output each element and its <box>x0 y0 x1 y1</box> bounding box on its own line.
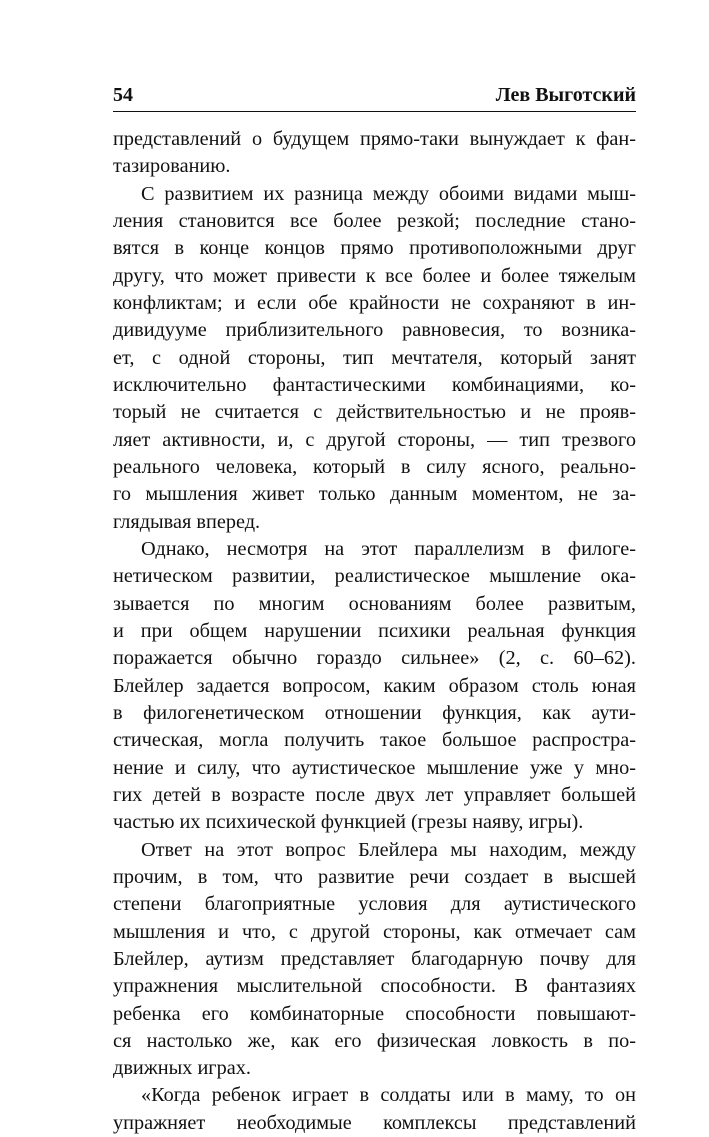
running-head-author: Лев Выготский <box>495 84 636 106</box>
text-line: другу, что может привести к все более и более тяжелым <box>113 264 636 287</box>
text-line: нетическом развитии, реалистическое мышление ока- <box>113 565 636 588</box>
text-line: ления становится все более резкой; последние стано- <box>113 209 636 232</box>
text-line: дивидууме приблизительного равновесия, то возника- <box>113 319 636 342</box>
paragraph-first-line: С развитием их разница между обоими видами мыш- <box>141 182 636 205</box>
text-line: исключительно фантастическими комбинациями, ко- <box>113 373 636 396</box>
paragraph-first-line: «Когда ребенок играет в солдаты или в маму, то он <box>141 1084 636 1107</box>
text-line: степени благоприятные условия для аутистического <box>113 893 636 916</box>
text-line: частью их психической функцией (грезы наяву, игры). <box>113 811 584 834</box>
text-line: ляет активности, и, с другой стороны, — тип трезвого <box>113 428 636 451</box>
text-line: го мышления живет только данным моментом, не за- <box>113 483 636 506</box>
text-line: зывается по многим основаниям более развитым, <box>113 592 636 615</box>
text-line: Блейлер, аутизм представляет благодарную почву для <box>113 947 636 970</box>
text-line: ет, с одной стороны, тип мечтателя, который занят <box>113 346 636 369</box>
text-line: поражается обычно гораздо сильнее» (2, с. 60–62). <box>113 647 636 670</box>
text-line: упражняет необходимые комплексы представлений <box>113 1111 636 1134</box>
text-line: конфликтам; и если обе крайности не сохраняют в ин- <box>113 291 636 314</box>
page-header <box>113 80 636 110</box>
text-line: стическая, могла получить такое большое распростра- <box>113 729 636 752</box>
text-line: тазированию. <box>113 155 231 178</box>
text-line: прочим, в том, что развитие речи создает в высшей <box>113 865 636 888</box>
text-line: представлений о будущем прямо-таки вынуждает к фан- <box>113 128 636 150</box>
text-line: ся настолько же, как его физическая ловкость в по- <box>113 1029 636 1052</box>
text-line: Блейлер задается вопросом, каким образом столь юная <box>113 674 636 697</box>
text-line: торый не считается с действительностью и не прояв- <box>113 401 636 424</box>
text-line: нение и силу, что аутистическое мышление уже у мно- <box>113 756 636 779</box>
page-number: 54 <box>113 84 133 106</box>
text-line: гих детей в возрасте после двух лет управляет большей <box>113 783 636 806</box>
body-text <box>113 126 636 1137</box>
text-line: в филогенетическом отношении функция, как аути- <box>113 701 636 724</box>
header-divider <box>113 111 636 112</box>
text-line: ребенка его комбинаторные способности повышают- <box>113 1002 636 1025</box>
text-line: движных играх. <box>113 1057 251 1080</box>
text-line: реального человека, который в силу ясного, реально- <box>113 455 636 478</box>
text-line: и при общем нарушении психики реальная функция <box>113 619 636 642</box>
text-line: мышления и что, с другой стороны, как отмечает сам <box>113 920 636 943</box>
paragraph-first-line: Ответ на этот вопрос Блейлера мы находим, между <box>141 838 636 861</box>
text-line: вятся в конце концов прямо противоположными друг <box>113 237 636 260</box>
paragraph-first-line: Однако, несмотря на этот параллелизм в филоге- <box>141 537 636 560</box>
text-line: упражнения мыслительной способности. В фантазиях <box>113 975 636 998</box>
text-line: глядывая вперед. <box>113 510 261 533</box>
